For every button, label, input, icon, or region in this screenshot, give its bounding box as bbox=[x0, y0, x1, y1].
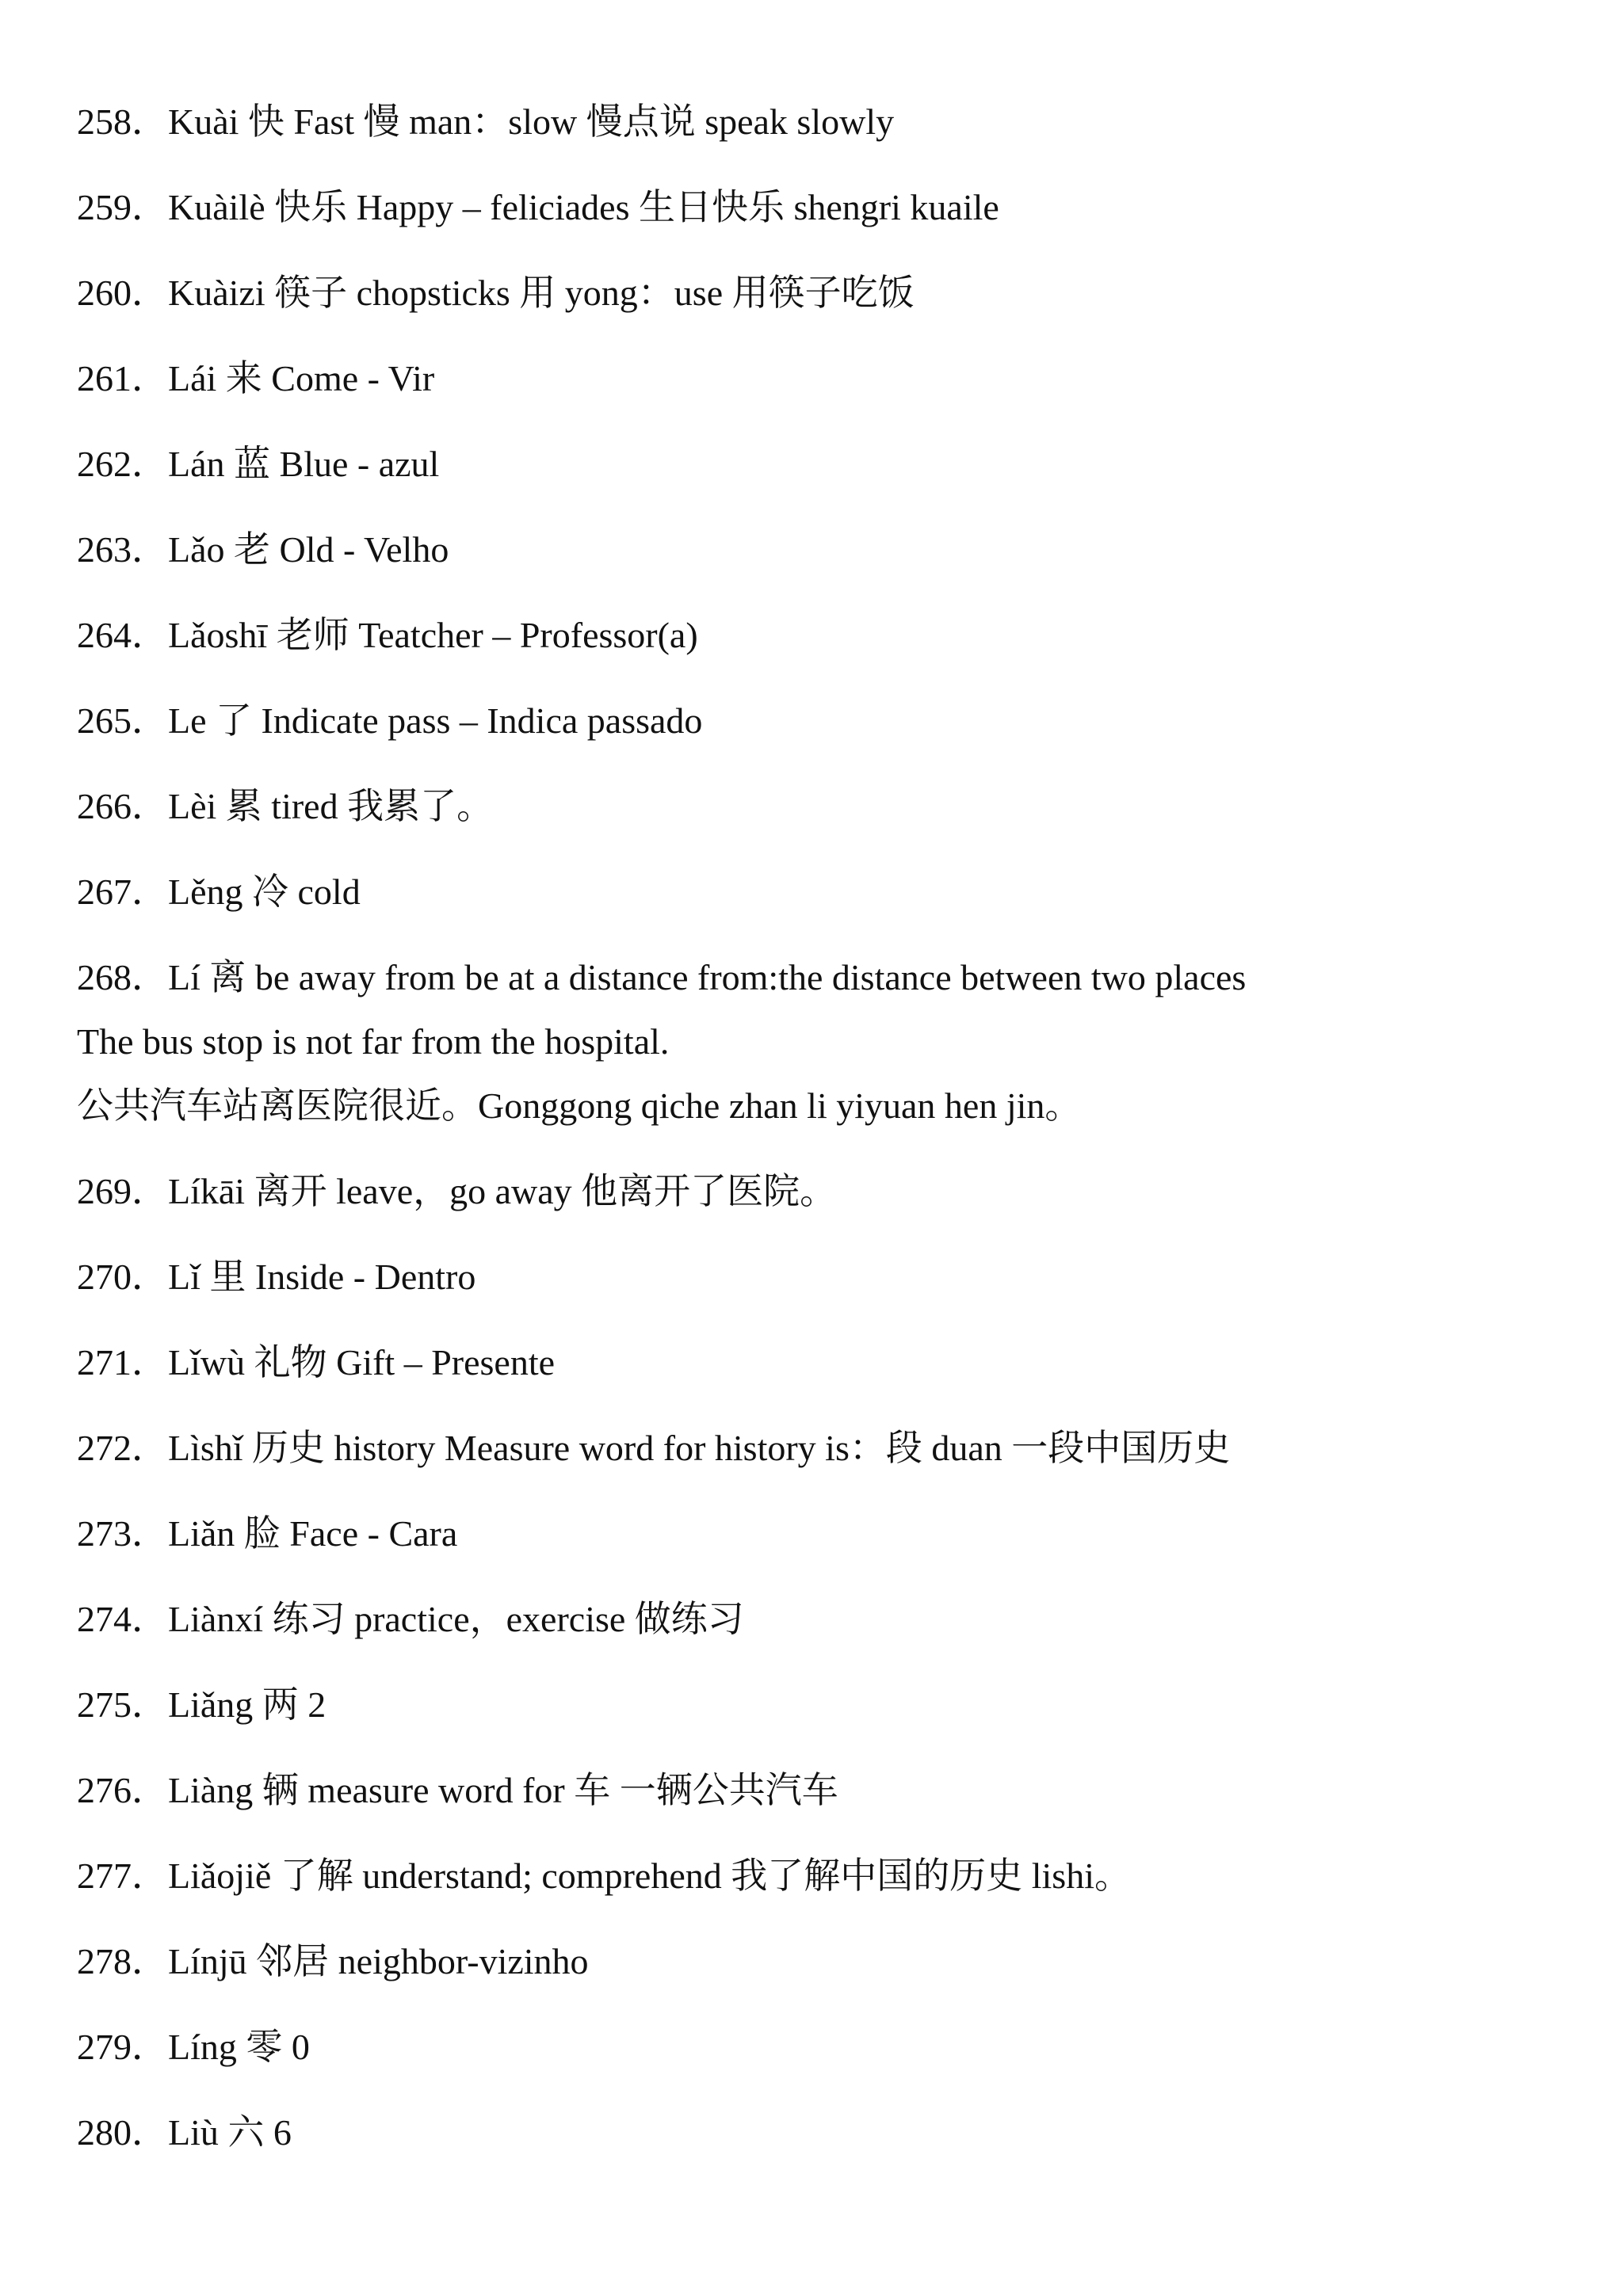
entry-text: 264．Lǎoshī 老师 Teatcher – Professor(a) bbox=[77, 615, 698, 655]
entry-text: 267．Lěng 冷 cold bbox=[77, 871, 361, 912]
vocab-entry-265 bbox=[77, 697, 1567, 745]
entry-text: 280．Liù 六 6 bbox=[77, 2112, 292, 2153]
vocab-entry-267 bbox=[77, 868, 1567, 916]
entry-text: 271．Lǐwù 礼物 Gift – Presente bbox=[77, 1342, 556, 1383]
vocab-entry-273 bbox=[77, 1510, 1567, 1558]
vocab-entry-279 bbox=[77, 2023, 1567, 2071]
vocab-entry-277 bbox=[77, 1852, 1567, 1900]
entry-text: 277．Liǎojiě 了解 understand; comprehend 我了解中国的历史 lishi。 bbox=[77, 1855, 1131, 1896]
entry-text: 261．Lái 来 Come - Vir bbox=[77, 358, 435, 399]
entry-example-english: The bus stop is not far from the hospital. bbox=[77, 1021, 670, 1062]
entry-text: 259．Kuàilè 快乐 Happy – feliciades 生日快乐 shengri kuaile bbox=[77, 187, 999, 227]
vocab-entry-268 bbox=[77, 954, 1567, 1130]
entry-text: 268．Lí 离 be away from be at a distance from:the distance between two places bbox=[77, 957, 1247, 997]
vocab-entry-259 bbox=[77, 184, 1567, 231]
entry-text: 262．Lán 蓝 Blue - azul bbox=[77, 444, 440, 484]
vocab-entry-272 bbox=[77, 1425, 1567, 1472]
entry-example-chinese: 公共汽车站离医院很近。Gonggong qiche zhan li yiyuan hen jin。 bbox=[77, 1085, 1082, 1126]
vocabulary-list bbox=[77, 98, 1567, 2195]
entry-text: 275．Liǎng 两 2 bbox=[77, 1684, 327, 1725]
entry-text: 273．Liǎn 脸 Face - Cara bbox=[77, 1513, 458, 1554]
vocab-entry-266 bbox=[77, 783, 1567, 830]
entry-text: 260．Kuàizi 筷子 chopsticks 用 yong：use 用筷子吃饭 bbox=[77, 273, 915, 313]
entry-text: 274．Liànxí 练习 practice，exercise 做练习 bbox=[77, 1599, 744, 1639]
vocab-entry-270 bbox=[77, 1253, 1567, 1301]
vocab-entry-278 bbox=[77, 1938, 1567, 1985]
entry-text: 265．Le 了 Indicate pass – Indica passado bbox=[77, 700, 703, 741]
vocab-entry-275 bbox=[77, 1681, 1567, 1729]
entry-text: 279．Líng 零 0 bbox=[77, 2027, 310, 2067]
entry-text: 272．Lìshǐ 历史 history Measure word for history is：段 duan 一段中国历史 bbox=[77, 1428, 1231, 1468]
vocab-entry-274 bbox=[77, 1596, 1567, 1643]
vocab-entry-260 bbox=[77, 269, 1567, 317]
entry-text: 270．Lǐ 里 Inside - Dentro bbox=[77, 1257, 476, 1297]
entry-text: 263．Lǎo 老 Old - Velho bbox=[77, 529, 449, 570]
vocab-entry-263 bbox=[77, 526, 1567, 574]
vocab-entry-276 bbox=[77, 1767, 1567, 1814]
vocab-entry-280 bbox=[77, 2109, 1567, 2157]
entry-text: 278．Línjū 邻居 neighbor-vizinho bbox=[77, 1941, 589, 1981]
vocab-entry-271 bbox=[77, 1339, 1567, 1386]
vocab-entry-264 bbox=[77, 612, 1567, 659]
vocab-entry-262 bbox=[77, 441, 1567, 488]
entry-text: 269．Líkāi 离开 leave，go away 他离开了医院。 bbox=[77, 1171, 837, 1211]
vocab-entry-269 bbox=[77, 1168, 1567, 1215]
entry-text: 266．Lèi 累 tired 我累了。 bbox=[77, 786, 494, 826]
entry-text: 276．Liàng 辆 measure word for 车 一辆公共汽车 bbox=[77, 1770, 838, 1810]
vocab-entry-258 bbox=[77, 98, 1567, 146]
vocab-entry-261 bbox=[77, 355, 1567, 402]
entry-text: 258．Kuài 快 Fast 慢 man：slow 慢点说 speak slowly bbox=[77, 101, 895, 142]
